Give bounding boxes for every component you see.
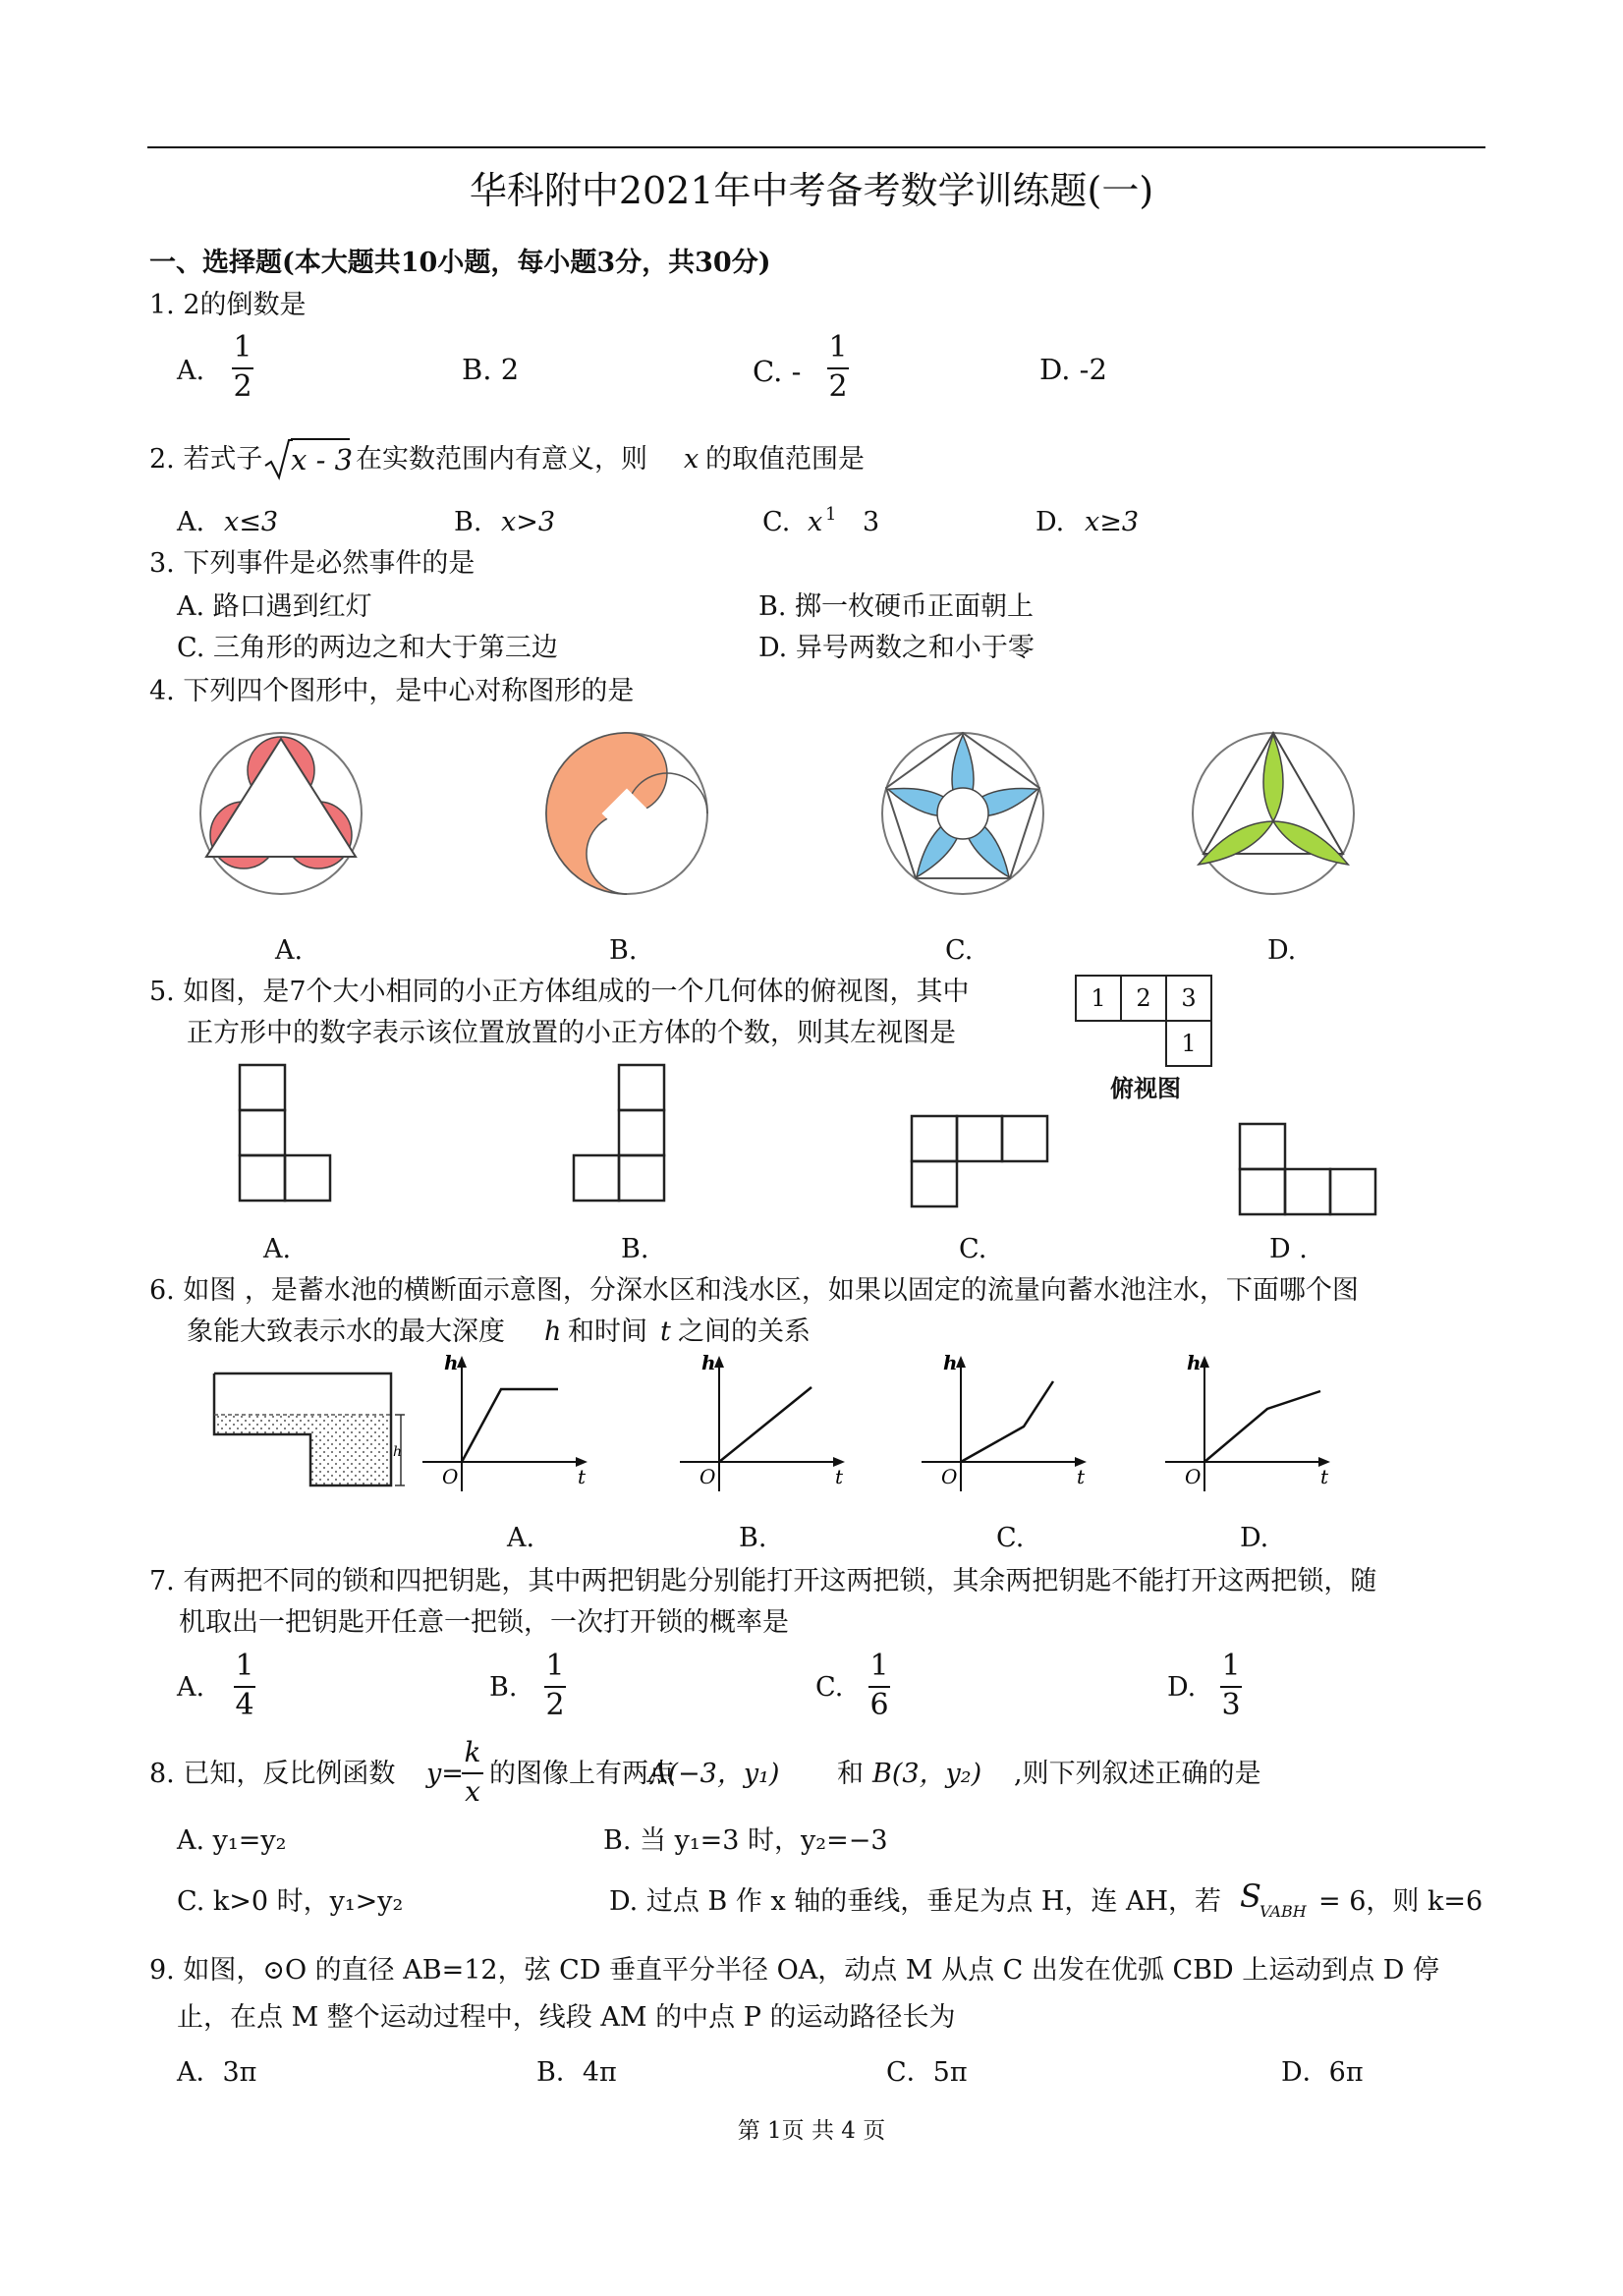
q9-option-a: A．3π xyxy=(177,2057,257,2088)
q6-label-c: C. xyxy=(996,1523,1025,1553)
q4-label-d: D. xyxy=(1267,935,1297,966)
q6-stem-2c: 之间的关系 xyxy=(678,1316,811,1347)
top-view-caption: 俯视图 xyxy=(1110,1075,1181,1102)
q4-figure-d xyxy=(1185,725,1362,902)
q8-point-a: A(−3，y₁) xyxy=(648,1759,780,1789)
top-view-cell: 1 xyxy=(1165,1020,1212,1067)
q6-pool-diagram xyxy=(208,1368,405,1495)
q6-graph-b xyxy=(680,1354,847,1501)
q5-label-d: D . xyxy=(1269,1234,1308,1264)
q9-option-b: B．4π xyxy=(536,2057,617,2088)
q3-option-a: A. 路口遇到红灯 xyxy=(177,591,372,622)
q1-option-a-fraction xyxy=(232,332,253,403)
q2-option-c-tail: 3 xyxy=(863,507,880,537)
denominator: 2 xyxy=(545,1688,565,1722)
q7-option-b-label: B. xyxy=(489,1672,518,1703)
axis-origin-label: O xyxy=(442,1465,459,1488)
header-rule xyxy=(147,146,1485,148)
q2-option-a-expr: x≤3 xyxy=(224,507,279,537)
top-view-cell: 3 xyxy=(1165,975,1212,1022)
q7-stem-2: 机取出一把钥匙开任意一把锁，一次打开锁的概率是 xyxy=(179,1607,789,1638)
q2-option-d-expr: x≥3 xyxy=(1085,507,1140,537)
q2-option-b-expr: x>3 xyxy=(501,507,556,537)
q8-and: 和 xyxy=(837,1759,864,1789)
q2-stem-c: 的取值范围是 xyxy=(705,444,865,475)
q3-option-b: B. 掷一枚硬币正面朝上 xyxy=(758,591,1035,622)
q8-stem-a: 8. 已知，反比例函数 xyxy=(149,1759,396,1789)
q4-label-c: C. xyxy=(945,935,974,966)
q6-graph-a xyxy=(422,1354,589,1501)
q5-option-c-figure xyxy=(908,1112,1055,1210)
q8-k: k xyxy=(464,1736,481,1768)
q9-option-d: D．6π xyxy=(1281,2057,1364,2088)
q8-option-d-b: = 6，则 k=6 xyxy=(1318,1886,1483,1917)
q4-figure-b xyxy=(538,725,715,902)
q2-option-c-label: C. xyxy=(762,507,791,537)
top-view-cell: 2 xyxy=(1120,975,1167,1022)
axis-t-label: t xyxy=(835,1465,844,1488)
axis-t-label: t xyxy=(578,1465,587,1488)
q6-stem-2b: 和时间 xyxy=(568,1316,647,1347)
q1-c-numerator: 1 xyxy=(828,330,848,364)
q1-option-c-fraction xyxy=(827,332,849,403)
q2-option-a-label: A. xyxy=(177,507,205,537)
q8-option-a: A. y₁=y₂ xyxy=(177,1825,287,1856)
q8-area-subscript: VABH xyxy=(1259,1902,1307,1921)
q5-option-b-figure xyxy=(570,1061,668,1208)
axis-h-label: h xyxy=(444,1354,459,1374)
q7-option-b-fraction xyxy=(544,1651,566,1721)
q7-option-c-fraction xyxy=(868,1651,890,1721)
q3-option-c: C. 三角形的两边之和大于第三边 xyxy=(177,633,558,663)
q8-area-s: S xyxy=(1240,1877,1261,1915)
page-footer: 第 1页 共 4 页 xyxy=(737,2118,886,2144)
q2-option-c-expr: x xyxy=(808,507,823,537)
q6-graph-d xyxy=(1165,1354,1332,1501)
q1-option-c-label: C. - xyxy=(753,355,802,388)
q5-option-d-figure xyxy=(1236,1120,1383,1218)
q9-option-c: C．5π xyxy=(886,2057,968,2088)
axis-h-label: h xyxy=(701,1354,716,1374)
q6-label-a: A. xyxy=(507,1523,535,1553)
denominator: 3 xyxy=(1221,1688,1241,1722)
q5-label-b: B. xyxy=(621,1234,649,1264)
q2-radicand: x - 3 xyxy=(291,443,354,476)
q8-stem-b: 的图像上有两点 xyxy=(489,1759,675,1789)
axis-t-label: t xyxy=(1077,1465,1086,1488)
q7-option-d-fraction xyxy=(1220,1651,1242,1721)
q6-stem-1: 6. 如图 ，是蓄水池的横断面示意图，分深水区和浅水区，如果以固定的流量向蓄水池注水，下面哪个图 xyxy=(149,1275,1359,1306)
q8-k-over-x xyxy=(462,1737,483,1808)
q9-stem-1: 9. 如图，⊙O 的直径 AB=12，弦 CD 垂直平分半径 OA，动点 M 从点 C 出发在优弧 CBD 上运动到点 D 停 xyxy=(149,1955,1440,1986)
q8-option-d-a: D. 过点 B 作 x 轴的垂线，垂足为点 H，连 AH，若 xyxy=(609,1886,1222,1917)
q7-stem-1: 7. 有两把不同的锁和四把钥匙，其中两把钥匙分别能打开这两把锁，其余两把钥匙不能打开这两把锁，随 xyxy=(149,1566,1377,1596)
q2-stem-b: 在实数范围内有意义，则 xyxy=(356,444,647,475)
q1-option-a-label: A. xyxy=(177,356,205,386)
q6-label-d: D. xyxy=(1240,1523,1269,1553)
axis-h-label: h xyxy=(1187,1354,1202,1374)
axis-h-label: h xyxy=(943,1354,958,1374)
q8-stem-c: ,则下列叙述正确的是 xyxy=(1014,1759,1261,1789)
q2-stem-a: 2. 若式子 xyxy=(149,444,263,475)
q7-option-c-label: C. xyxy=(815,1672,844,1703)
q8-option-c: C. k>0 时，y₁>y₂ xyxy=(177,1886,404,1917)
q7-option-a-label: A. xyxy=(177,1672,205,1703)
q6-graph-c xyxy=(922,1354,1089,1501)
q4-stem: 4. 下列四个图形中，是中心对称图形的是 xyxy=(149,676,635,706)
q5-stem-1: 5. 如图，是7个大小相同的小正方体组成的一个几何体的俯视图，其中 xyxy=(149,977,970,1007)
axis-origin-label: O xyxy=(941,1465,958,1488)
q2-radical-sign xyxy=(263,438,293,481)
q4-label-b: B. xyxy=(609,935,638,966)
axis-origin-label: O xyxy=(700,1465,716,1488)
q6-label-b: B. xyxy=(739,1523,767,1553)
numerator: 1 xyxy=(545,1649,565,1683)
q8-x: x xyxy=(465,1775,480,1808)
denominator: 6 xyxy=(869,1688,889,1722)
page-title: 华科附中2021年中考备考数学训练题(一) xyxy=(469,169,1154,212)
q7-option-d-label: D. xyxy=(1167,1672,1197,1703)
q1-stem: 1. 2的倒数是 xyxy=(149,290,307,320)
q5-label-c: C. xyxy=(959,1234,987,1264)
q2-option-b-label: B. xyxy=(454,507,482,537)
numerator: 1 xyxy=(1221,1649,1241,1683)
axis-origin-label: O xyxy=(1185,1465,1202,1488)
q6-t: t xyxy=(660,1316,671,1347)
q1-option-b: B. 2 xyxy=(462,353,520,386)
axis-t-label: t xyxy=(1320,1465,1329,1488)
q1-c-denominator: 2 xyxy=(828,369,848,404)
q1-a-denominator: 2 xyxy=(233,369,252,404)
q6-stem-2a: 象能大致表示水的最大深度 xyxy=(187,1316,505,1347)
q2-variable: x xyxy=(684,444,700,475)
q9-stem-2: 止，在点 M 整个运动过程中，线段 AM 的中点 P 的运动路径长为 xyxy=(177,2002,956,2033)
top-view-cell: 1 xyxy=(1075,975,1122,1022)
section-heading: 一、选择题(本大题共10小题，每小题3分，共30分) xyxy=(149,248,771,278)
q6-h: h xyxy=(544,1316,562,1347)
q4-figure-a xyxy=(193,725,369,902)
q7-option-a-fraction xyxy=(234,1651,255,1721)
q2-option-c-superscript: 1 xyxy=(825,504,837,525)
numerator: 1 xyxy=(869,1649,889,1683)
q8-point-b: B(3，y₂) xyxy=(872,1759,982,1789)
q4-label-a: A. xyxy=(275,935,304,966)
q8-y-equals: y= xyxy=(426,1759,464,1789)
q4-figure-c xyxy=(874,725,1051,902)
q5-label-a: A. xyxy=(263,1234,292,1264)
q5-stem-2: 正方形中的数字表示该位置放置的小正方体的个数，则其左视图是 xyxy=(187,1018,956,1048)
q1-a-numerator: 1 xyxy=(233,330,252,364)
numerator: 1 xyxy=(235,1649,254,1683)
q2-vinculum xyxy=(291,438,350,440)
q3-option-d: D. 异号两数之和小于零 xyxy=(758,633,1035,663)
q5-option-a-figure xyxy=(236,1061,334,1208)
pool-h-label: h xyxy=(393,1444,403,1460)
q8-option-b: B. 当 y₁=3 时，y₂=−3 xyxy=(603,1825,888,1856)
q3-stem: 3. 下列事件是必然事件的是 xyxy=(149,548,476,579)
q1-option-d: D. -2 xyxy=(1039,353,1107,386)
q2-option-d-label: D. xyxy=(1035,507,1065,537)
denominator: 4 xyxy=(235,1688,254,1722)
